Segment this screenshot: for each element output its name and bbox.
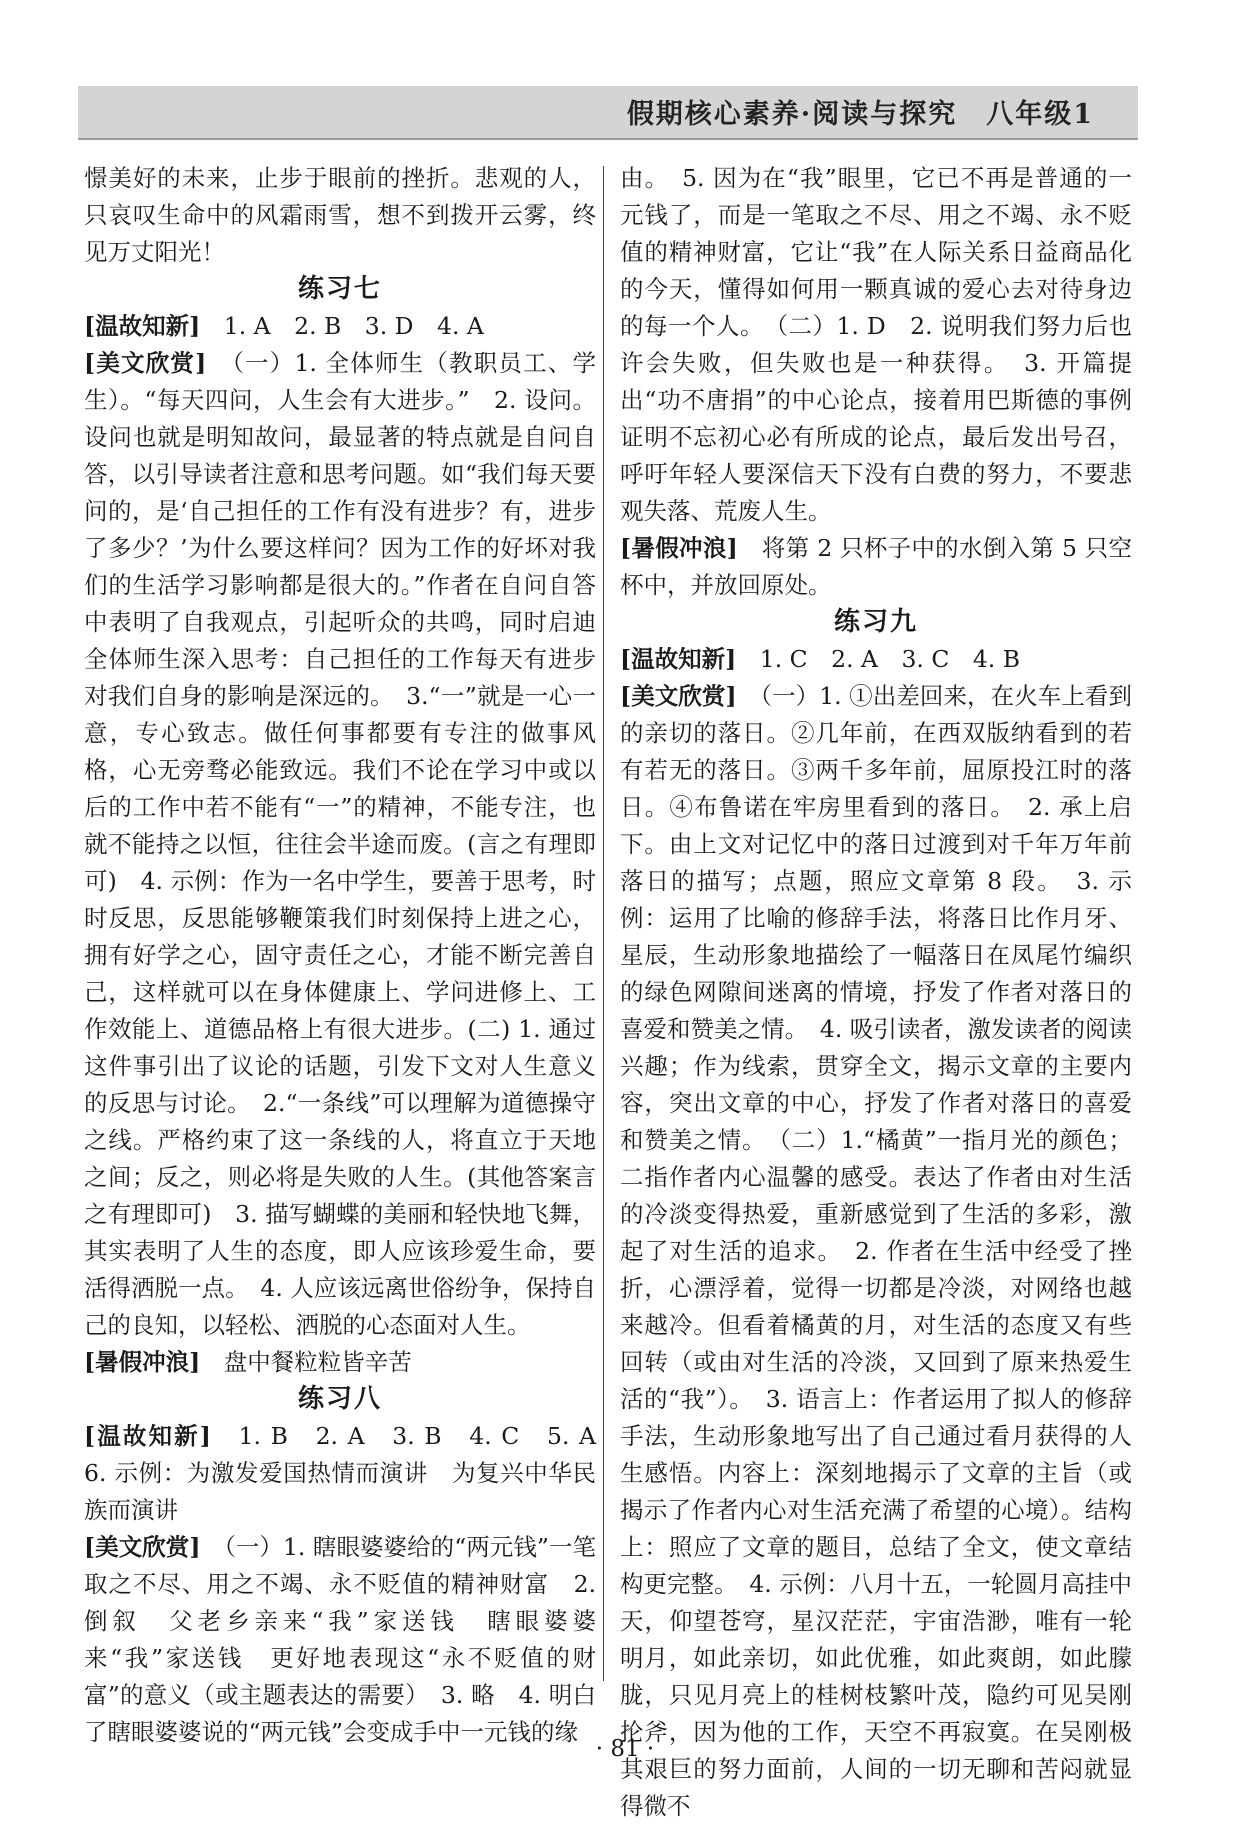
reading-tag: [美文欣赏]	[84, 1533, 201, 1561]
left-column	[84, 160, 620, 1751]
exercise-8-surf	[620, 530, 1132, 604]
exercise-7-reading	[84, 345, 596, 1344]
page-header	[78, 86, 1138, 140]
page-number: · 81 ·	[595, 1736, 655, 1762]
review-tag: [温故知新]	[620, 645, 737, 673]
exercise-9-reading	[620, 678, 1132, 1825]
exercise-8-review	[84, 1418, 620, 1529]
reading-answers: （一）1. ①出差回来，在火车上看到的亲切的落日。②几年前，在西双版纳看到的若有若无的落日。③两千多年前，屈原投江时的落日。④布鲁诺在牢房里看到的落日。 2. 承上启下。由上文对记忆中的落日过渡到对千年万年前落日的描写；点题，照应文章第 8 段。 3. 示例：运用了比喻的修辞手法，将落日比作月牙、星辰，生动形象地描绘了一幅落日在凤尾竹编织的绿色网隙间迷离的情境，抒发了作者对落日的喜爱和赞美之情。 4. 吸引读者，激发读者的阅读兴趣；作为线索，贯穿全文，揭示文章的主要内容，突出文章的中心，抒发了作者对落日的喜爱和赞美之情。 （二）1.“橘黄”一指月光的颜色；二指作者内心温馨的感受。表达了作者由对生活的冷淡变得热爱，重新感觉到了生活的多彩，激起了对生活的追求。 2. 作者在生活中经受了挫折，心漂浮着，觉得一切都是冷淡，对网络也越来越冷。但看着橘黄的月，对生活的态度又有些回转（或由对生活的冷淡，又回到了原来热爱生活的“我”）。 3. 语言上：作者运用了拟人的修辞手法，生动形象地写出了自己通过看月获得的人生感悟。内容上：深刻地揭示了文章的主旨（或揭示了作者内心对生活充满了希望的心境）。结构上：照应了文章的题目，总结了全文，使文章结构更完整。 4. 示例：八月十五，一轮圆月高挂中天，仰望苍穹，星汉茫茫，宇宙浩渺，唯有一轮明月，如此亲切，如此优雅，如此爽朗，如此朦胧，只见月亮上的桂树枝繁叶茂，隐约可见吴刚抡斧，因为他的工作，天空不再寂寞。在吴刚极其艰巨的努力面前，人间的一切无聊和苦闷就显得微不	[620, 682, 1132, 1820]
exercise-7-review	[84, 308, 596, 345]
reading-tag: [美文欣赏]	[620, 682, 737, 710]
surf-answer: 将第 2 只杯子中的水倒入第 5 只空杯中，并放回原处。	[620, 534, 1132, 599]
surf-tag: [暑假冲浪]	[620, 534, 738, 562]
column-divider	[603, 166, 604, 1681]
reading-tag: [美文欣赏]	[84, 349, 207, 377]
section-title-exercise-8: 练习八	[297, 1384, 382, 1414]
review-answers: 1. C 2. A 3. C 4. B	[736, 645, 1021, 673]
book-title: 假期核心素养·阅读与探究 八年级1	[626, 99, 1094, 130]
review-answers: 1. B 2. A 3. B 4. C 5. A 6. 示例：为激发爱国热情而演讲 为复兴中华民族而演讲	[84, 1422, 620, 1524]
section-title-exercise-7: 练习七	[297, 274, 382, 304]
review-answers: 1. A 2. B 3. D 4. A	[200, 312, 484, 340]
exercise-8-reading	[84, 1529, 596, 1751]
right-column	[620, 160, 1132, 1825]
review-tag: [温故知新]	[84, 312, 201, 340]
reading-answers: （一）1. 全体师生（教职员工、学生）。“每天四问，人生会有大进步。” 2. 设问。设问也就是明知故问，最显著的特点就是自问自答，以引导读者注意和思考问题。如“我们每天要问的，是‘自己担任的工作有没有进步？有，进步了多少？’为什么要这样问？因为工作的好坏对我们的生活学习影响都是很大的。”作者在自问自答中表明了自我观点，引起听众的共鸣，同时启迪全体师生深入思考：自己担任的工作每天有进步对我们自身的影响是深远的。 3.“一”就是一心一意，专心致志。做任何事都要有专注的做事风格，心无旁骛必能致远。我们不论在学习中或以后的工作中若不能有“一”的精神，不能专注，也就不能持之以恒，往往会半途而废。(言之有理即可) 4. 示例：作为一名中学生，要善于思考，时时反思，反思能够鞭策我们时刻保持上进之心，拥有好学之心，固守责任之心，才能不断完善自己，这样就可以在身体健康上、学问进修上、工作效能上、道德品格上有很大进步。(二) 1. 通过这件事引出了议论的话题，引发下文对人生意义的反思与讨论。 2.“一条线”可以理解为道德操守之线。严格约束了这一条线的人，将直立于天地之间；反之，则必将是失败的人生。(其他答案言之有理即可) 3. 描写蝴蝶的美丽和轻快地飞舞，其实表明了人生的态度，即人应该珍爱生命，要活得洒脱一点。 4. 人应该远离世俗纷争，保持自己的良知，以轻松、洒脱的心态面对人生。	[84, 349, 596, 1339]
reading-answers: （一）1. 瞎眼婆婆给的“两元钱”一笔取之不尽、用之不竭、永不贬值的精神财富 2. 倒叙 父老乡亲来“我”家送钱 瞎眼婆婆来“我”家送钱 更好地表现这“永不贬值的财富”的意义（或主题表达的需要） 3. 略 4. 明白了瞎眼婆婆说的“两元钱”会变成手中一元钱的缘	[84, 1533, 596, 1746]
exercise-9-review	[620, 641, 1132, 678]
exercise-8-reading-continued: 由。 5. 因为在“我”眼里，它已不再是普通的一元钱了，而是一笔取之不尽、用之不竭、永不贬值的精神财富，它让“我”在人际关系日益商品化的今天，懂得如何用一颗真诚的爱心去对待身边的每一个人。 （二）1. D 2. 说明我们努力后也许会失败，但失败也是一种获得。 3. 开篇提出“功不唐捐”的中心论点，接着用巴斯德的事例证明不忘初心必有所成的论点，最后发出号召，呼吁年轻人要深信天下没有白费的努力，不要悲观失落、荒废人生。	[620, 164, 1132, 525]
surf-answer: 盘中餐粒粒皆辛苦	[200, 1348, 412, 1376]
review-tag: [温故知新]	[84, 1422, 211, 1450]
surf-tag: [暑假冲浪]	[84, 1348, 201, 1376]
exercise-7-surf	[84, 1344, 596, 1381]
paragraph-intro: 憬美好的未来，止步于眼前的挫折。悲观的人，只哀叹生命中的风霜雨雪，想不到拨开云雾，终见万丈阳光！	[84, 164, 596, 266]
section-title-exercise-9: 练习九	[833, 607, 918, 637]
